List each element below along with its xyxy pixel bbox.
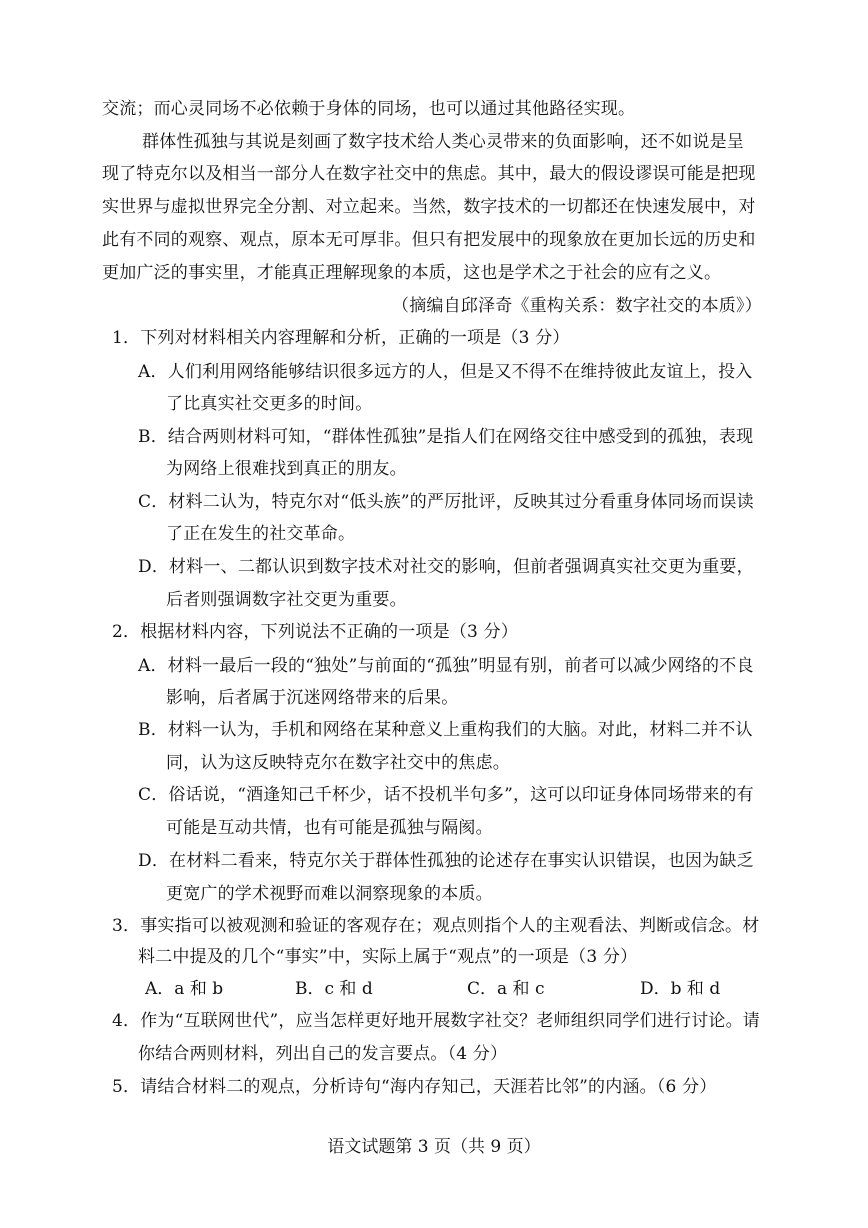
passage-line-4: 实世界与虚拟世界完全分割、对立起来。当然，数字技术的一切都还在快速发展中，对 xyxy=(102,197,756,217)
question-2-option-b-line-1: B．材料一认为，手机和网络在某种意义上重构我们的大脑。对此，材料二并不认 xyxy=(138,720,753,740)
question-3-choice-c: C．a 和 c xyxy=(467,979,545,999)
question-3-choice-d: D．b 和 d xyxy=(640,979,721,999)
passage-line-2: 群体性孤独与其说是刻画了数字技术给人类心灵带来的负面影响，还不如说是呈 xyxy=(142,132,744,152)
question-3-choice-b: B．c 和 d xyxy=(295,979,373,999)
question-2-option-c-line-2: 可能是互动共情，也有可能是孤独与隔阂。 xyxy=(166,818,493,838)
page-footer: 语文试题第 3 页（共 9 页） xyxy=(327,1137,541,1157)
question-1-option-d-line-2: 后者则强调数字社交更为重要。 xyxy=(166,590,407,610)
question-1-option-b-line-1: B．结合两则材料可知，“群体性孤独”是指人们在网络交往中感受到的孤独，表现 xyxy=(138,427,754,447)
question-1-option-a-line-2: 了比真实社交更多的时间。 xyxy=(166,394,373,414)
question-5-stem: 5．请结合材料二的观点，分析诗句“海内存知己，天涯若比邻”的内涵。（6 分） xyxy=(112,1077,717,1097)
passage-line-5: 此有不同的观察、观点，原本无可厚非。但只有把发展中的现象放在更加长远的历史和 xyxy=(102,230,756,250)
question-2-option-d-line-2: 更宽广的学术视野而难以洞察现象的本质。 xyxy=(166,884,493,904)
question-2-stem: 2．根据材料内容，下列说法不正确的一项是（3 分） xyxy=(112,622,519,642)
question-1-stem: 1．下列对材料相关内容理解和分析，正确的一项是（3 分） xyxy=(112,328,570,348)
question-3-choices xyxy=(145,978,725,1002)
question-2-option-b-line-2: 同，认为这反映特克尔在数字社交中的焦虑。 xyxy=(166,753,510,773)
question-3-stem-line-1: 3．事实指可以被观测和验证的客观存在；观点则指个人的主观看法、判断或信念。材 xyxy=(112,916,760,936)
question-2-option-d-line-1: D．在材料二看来，特克尔关于群体性孤独的论述存在事实认识错误，也因为缺乏 xyxy=(138,851,754,871)
question-3-stem-line-2: 料二中提及的几个“事实”中，实际上属于“观点”的一项是（3 分） xyxy=(138,947,638,967)
question-2-option-a-line-1: A．材料一最后一段的“独处”与前面的“孤独”明显有别，前者可以减少网络的不良 xyxy=(138,656,754,676)
question-1-option-b-line-2: 为网络上很难找到真正的朋友。 xyxy=(166,459,407,479)
question-1-option-a-line-1: A．人们利用网络能够结识很多远方的人，但是又不得不在维持彼此友谊上，投入 xyxy=(138,362,753,382)
question-3-choice-a: A．a 和 b xyxy=(145,979,224,999)
passage-line-1: 交流；而心灵同场不必依赖于身体的同场，也可以通过其他路径实现。 xyxy=(102,99,636,119)
question-4-stem-line-1: 4．作为“互联网世代”，应当怎样更好地开展数字社交？老师组织同学们进行讨论。请 xyxy=(112,1011,760,1031)
question-4-stem-line-2: 你结合两则材料，列出自己的发言要点。（4 分） xyxy=(138,1044,508,1064)
question-1-option-d-line-1: D．材料一、二都认识到数字技术对社交的影响，但前者强调真实社交更为重要， xyxy=(138,557,754,577)
question-1-option-c-line-1: C．材料二认为，特克尔对“低头族”的严厉批评，反映其过分看重身体同场而误读 xyxy=(138,492,754,512)
passage-line-6: 更加广泛的事实里，才能真正理解现象的本质，这也是学术之于社会的应有之义。 xyxy=(102,263,722,283)
question-2-option-a-line-2: 影响，后者属于沉迷网络带来的后果。 xyxy=(166,688,459,708)
passage-line-3: 现了特克尔以及相当一部分人在数字社交中的焦虑。其中，最大的假设谬误可能是把现 xyxy=(102,164,756,184)
source-citation: （摘编自邱泽奇《重构关系：数字社交的本质》） xyxy=(392,296,762,316)
question-1-option-c-line-2: 了正在发生的社交革命。 xyxy=(166,524,356,544)
question-2-option-c-line-1: C．俗话说，“酒逢知己千杯少，话不投机半句多”，这可以印证身体同场带来的有 xyxy=(138,785,754,805)
